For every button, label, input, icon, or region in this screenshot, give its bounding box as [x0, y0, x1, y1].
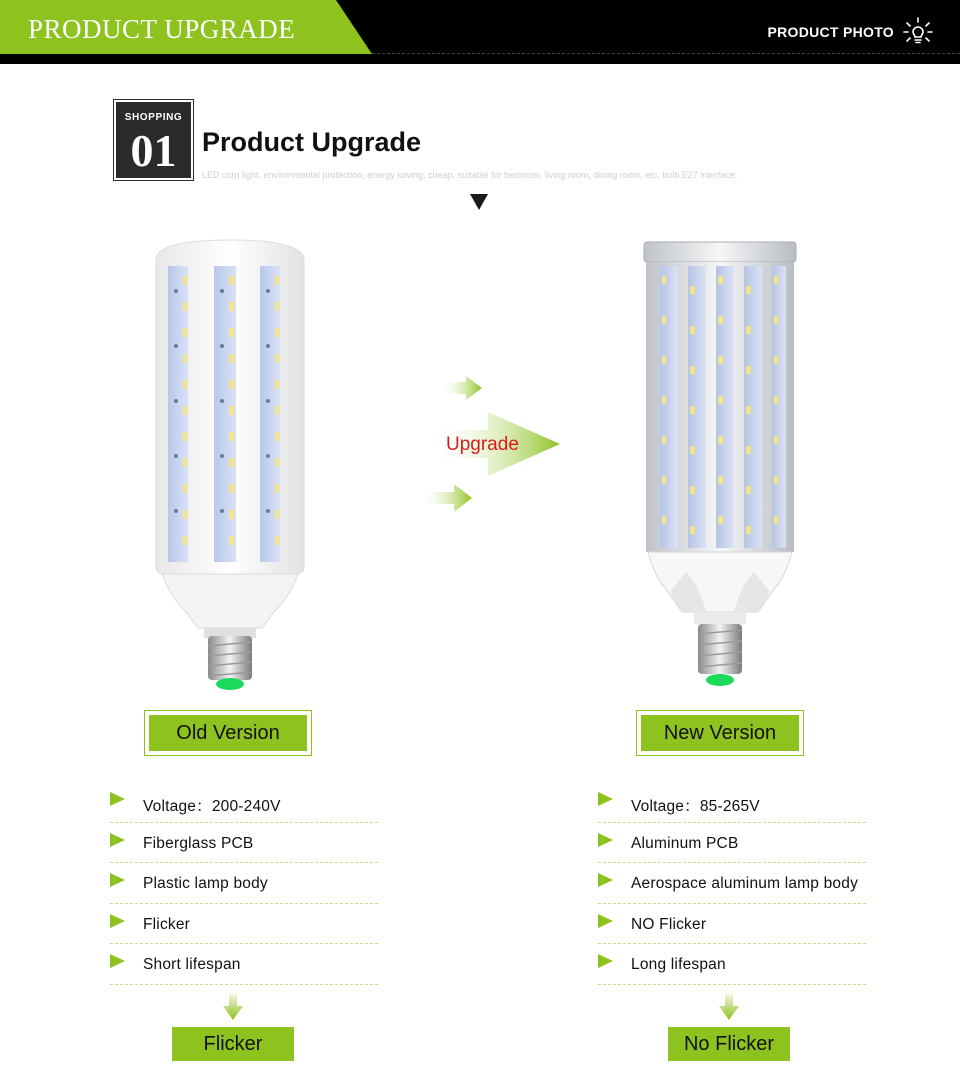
play-triangle-icon: [110, 833, 125, 847]
list-item: Voltage：200-240V: [110, 782, 378, 823]
list-item: Short lifespan: [110, 944, 378, 985]
play-triangle-icon: [110, 914, 125, 928]
play-triangle-icon: [598, 833, 613, 847]
header-divider: [372, 53, 960, 54]
old-feature-list: [110, 782, 378, 985]
play-triangle-icon: [598, 914, 613, 928]
upgrade-label: Upgrade: [446, 434, 519, 455]
new-version-text: New Version: [641, 715, 799, 751]
down-triangle-icon: [470, 194, 488, 210]
down-arrow-icon: [719, 994, 739, 1020]
play-triangle-icon: [598, 792, 613, 806]
small-arrow-top-icon: [440, 376, 482, 400]
old-bulb-image: [140, 236, 320, 706]
lightbulb-icon: [902, 15, 934, 47]
list-item: Fiberglass PCB: [110, 823, 378, 864]
list-item: NO Flicker: [598, 904, 866, 945]
play-triangle-icon: [110, 954, 125, 968]
play-triangle-icon: [598, 873, 613, 887]
list-item: Aluminum PCB: [598, 823, 866, 864]
page-title: PRODUCT UPGRADE: [28, 14, 296, 44]
product-photo-label: PRODUCT PHOTO: [767, 24, 894, 40]
list-item: Plastic lamp body: [110, 863, 378, 904]
down-arrow-icon: [223, 994, 243, 1020]
new-result-badge: No Flicker: [668, 1027, 790, 1061]
list-item: Flicker: [110, 904, 378, 945]
list-item: Voltage：85-265V: [598, 782, 866, 823]
section-title: Product Upgrade: [202, 127, 422, 157]
list-item: Long lifespan: [598, 944, 866, 985]
badge-number: 01: [130, 125, 177, 176]
new-bulb-image: [630, 236, 810, 706]
header-bar: [0, 0, 960, 64]
play-triangle-icon: [598, 954, 613, 968]
old-version-label: [144, 710, 312, 756]
section-badge: [114, 100, 193, 180]
new-version-label: [636, 710, 804, 756]
play-triangle-icon: [110, 792, 125, 806]
badge-caption: SHOPPING: [124, 112, 183, 123]
old-version-text: Old Version: [149, 715, 307, 751]
section-subtitle: LED corn light, environmental protection, energy saving, cheap, suitable for bedroom, living room, dining room, etc. bulb E27 interface.: [202, 170, 738, 180]
new-feature-list: [598, 782, 866, 985]
old-result-badge: Flicker: [172, 1027, 294, 1061]
play-triangle-icon: [110, 873, 125, 887]
list-item: Aerospace aluminum lamp body: [598, 863, 866, 904]
small-arrow-bottom-icon: [420, 484, 472, 512]
